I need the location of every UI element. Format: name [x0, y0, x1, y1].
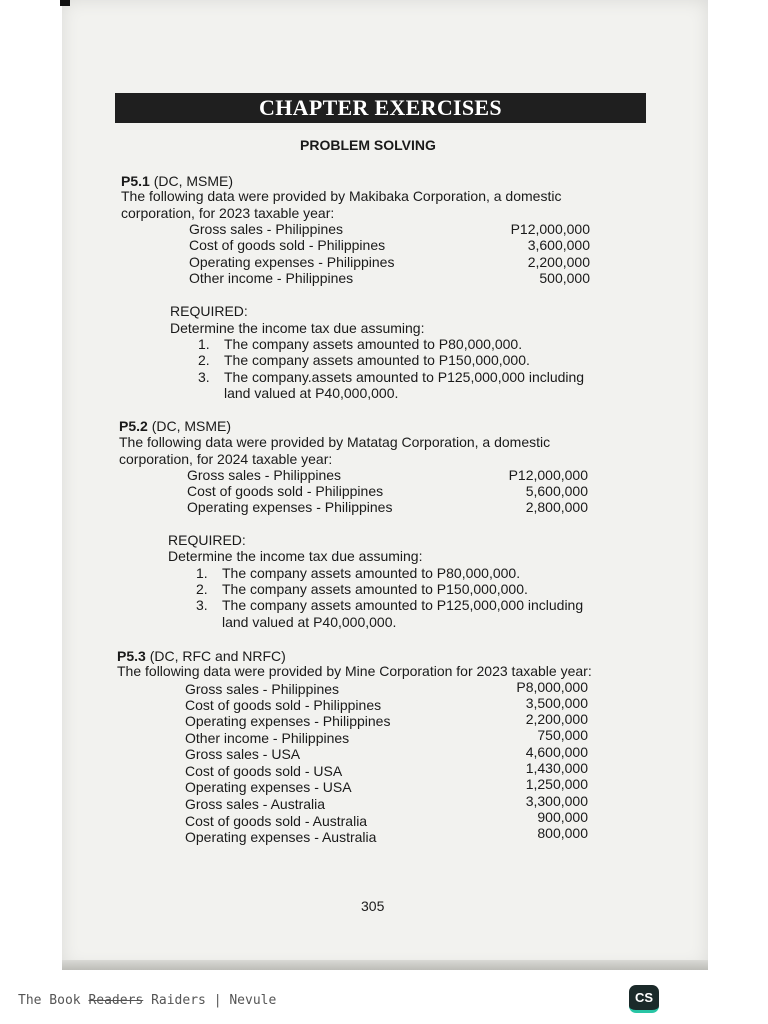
item-amount: 900,000 [537, 809, 588, 825]
item-label: Operating expenses - USA [185, 779, 352, 795]
corner-mark [60, 0, 70, 6]
case-text: The company assets amounted to P80,000,000. [222, 565, 521, 581]
page-number: 305 [361, 898, 385, 914]
problem-id: P5.2 [119, 418, 148, 434]
problem-heading [117, 648, 286, 664]
item-label: Operating expenses - Philippines [185, 713, 391, 729]
chapter-banner-title: CHAPTER EXERCISES [259, 95, 502, 120]
case-number: 1. [196, 565, 208, 581]
item-label: Cost of goods sold - USA [185, 763, 343, 779]
item-label: Gross sales - Philippines [185, 681, 340, 697]
item-amount: 2,200,000 [527, 254, 590, 270]
case-text-continued: land valued at P40,000,000. [224, 385, 399, 401]
problem-tag: (DC, MSME) [151, 418, 232, 434]
problem-intro-line: corporation, for 2024 taxable year: [119, 451, 333, 467]
item-label: Gross sales - Philippines [187, 467, 342, 483]
item-label: Operating expenses - Philippines [189, 254, 395, 270]
item-label: Gross sales - USA [185, 746, 301, 762]
required-heading: REQUIRED: [170, 303, 248, 319]
item-amount: P12,000,000 [510, 221, 590, 237]
case-number: 1. [198, 336, 210, 352]
problem-intro-line: The following data were provided by Matatag Corporation, a domestic [119, 434, 551, 450]
page-bottom-edge [62, 960, 708, 970]
item-amount: 800,000 [537, 825, 588, 841]
problem-tag: (DC, MSME) [153, 173, 234, 189]
item-label: Operating expenses - Philippines [187, 499, 393, 515]
case-text: The company assets amounted to P125,000,000 including [222, 597, 584, 613]
problem-intro-line: The following data were provided by Makibaka Corporation, a domestic [121, 188, 562, 204]
case-number: 3. [196, 597, 208, 613]
item-label: Cost of goods sold - Philippines [187, 483, 384, 499]
required-heading: REQUIRED: [168, 532, 246, 548]
item-amount: 3,600,000 [527, 237, 590, 253]
case-text: The company assets amounted to P150,000,000. [224, 352, 530, 368]
item-amount: 5,600,000 [525, 483, 588, 499]
item-label: Cost of goods sold - Philippines [185, 697, 382, 713]
footer-credit-struck: Readers [88, 993, 144, 1008]
item-amount: 500,000 [539, 270, 590, 286]
item-label: Other income - Philippines [189, 270, 354, 286]
camscanner-logo-text: CS [634, 990, 654, 1005]
problem-intro-line: The following data were provided by Mine Corporation for 2023 taxable year: [117, 663, 592, 679]
item-label: Cost of goods sold - Australia [185, 813, 368, 829]
item-amount: 1,430,000 [525, 760, 588, 776]
item-amount: 4,600,000 [525, 744, 588, 760]
item-amount: 2,800,000 [525, 499, 588, 515]
problem-id: P5.3 [117, 648, 146, 664]
problem-heading [121, 173, 233, 189]
case-number: 2. [198, 352, 210, 368]
case-text-continued: land valued at P40,000,000. [222, 614, 397, 630]
item-label: Other income - Philippines [185, 730, 350, 746]
item-amount: 3,500,000 [525, 695, 588, 711]
footer-credit [18, 993, 276, 1008]
item-amount: 750,000 [537, 727, 588, 743]
footer-credit-prefix: The Book [18, 993, 89, 1008]
footer-credit-suffix: Raiders | Nevule [143, 993, 277, 1008]
chapter-banner [115, 93, 646, 123]
case-text: The company.assets amounted to P125,000,000 including [224, 369, 585, 385]
problem-id: P5.1 [121, 173, 150, 189]
camscanner-logo-icon [629, 985, 659, 1013]
problem-heading [119, 418, 231, 434]
problem-intro-line: corporation, for 2023 taxable year: [121, 205, 335, 221]
case-text: The company assets amounted to P80,000,000. [224, 336, 523, 352]
item-amount: P8,000,000 [516, 679, 588, 695]
section-title: PROBLEM SOLVING [300, 137, 436, 153]
item-label: Operating expenses - Australia [185, 829, 377, 845]
item-label: Gross sales - Australia [185, 796, 326, 812]
case-number: 3. [198, 369, 210, 385]
problem-tag: (DC, RFC and NRFC) [149, 648, 286, 664]
required-instruction: Determine the income tax due assuming: [168, 548, 423, 564]
required-instruction: Determine the income tax due assuming: [170, 320, 425, 336]
item-amount: 2,200,000 [525, 711, 588, 727]
case-text: The company assets amounted to P150,000,000. [222, 581, 528, 597]
item-amount: P12,000,000 [508, 467, 588, 483]
item-amount: 3,300,000 [525, 793, 588, 809]
item-label: Gross sales - Philippines [189, 221, 344, 237]
item-amount: 1,250,000 [525, 776, 588, 792]
case-number: 2. [196, 581, 208, 597]
item-label: Cost of goods sold - Philippines [189, 237, 386, 253]
